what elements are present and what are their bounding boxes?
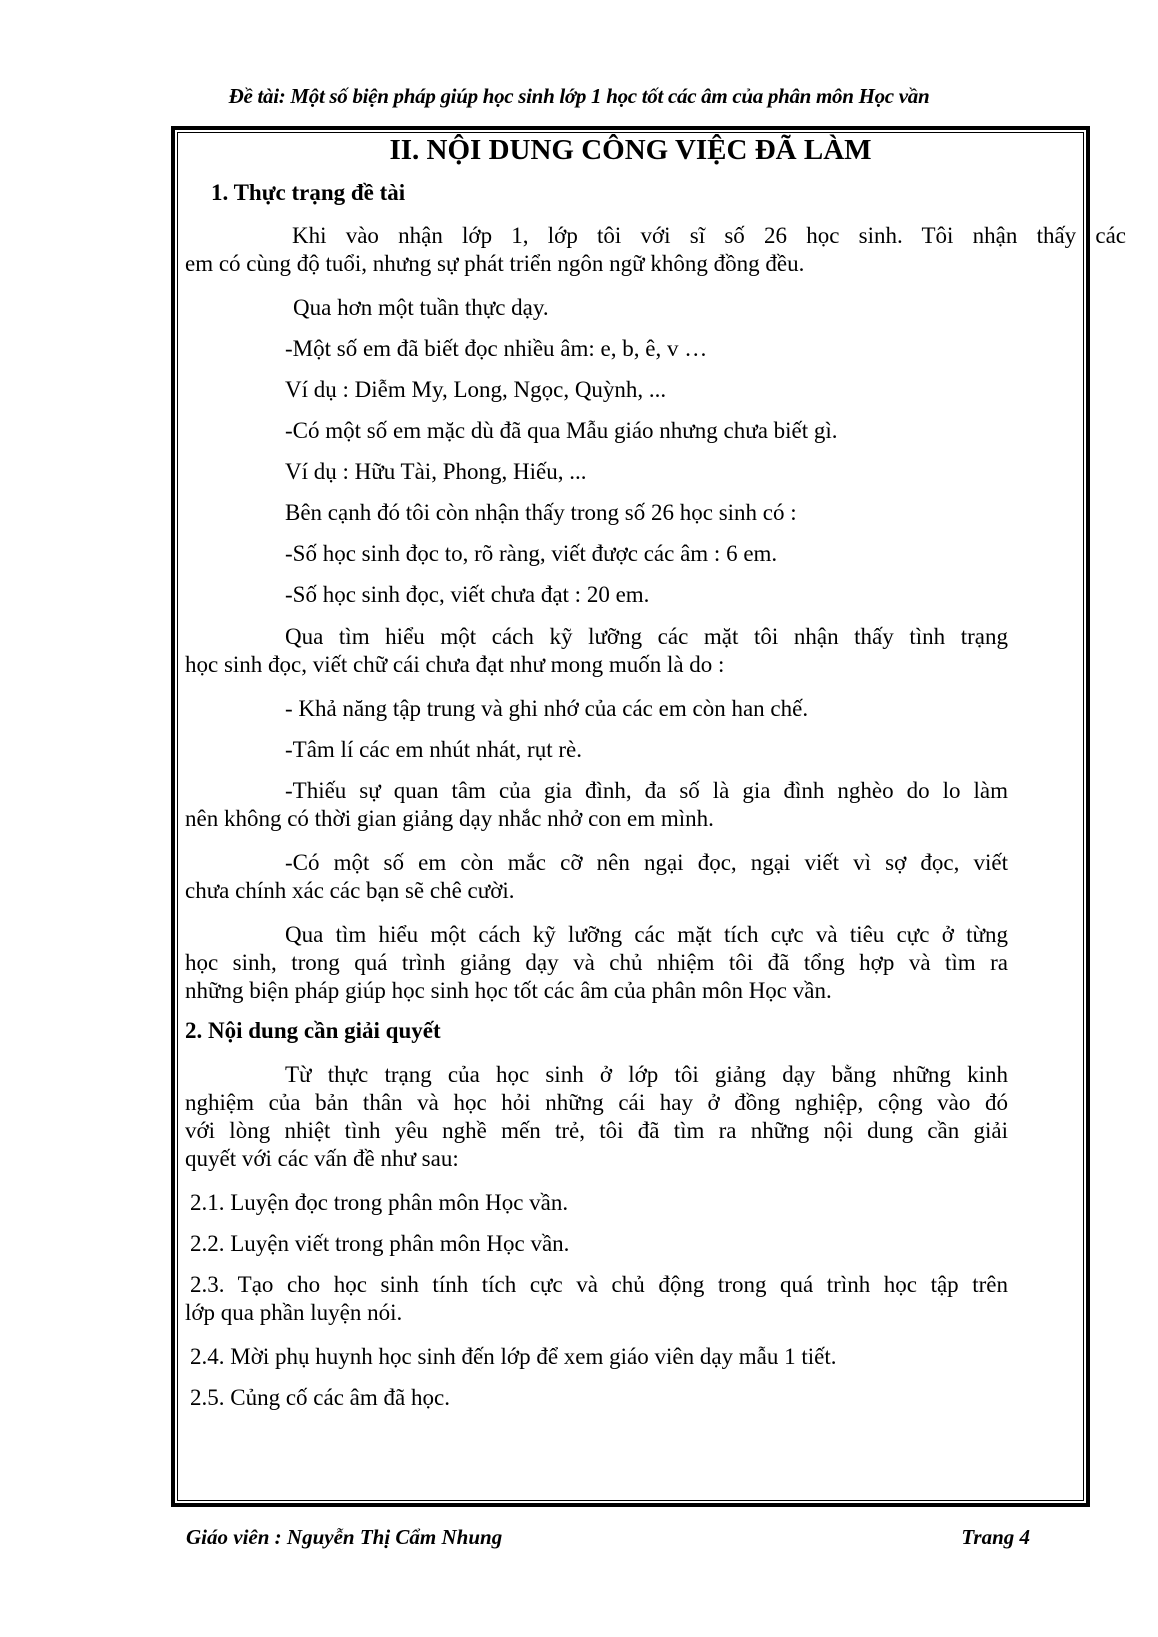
paragraph-line: với lòng nhiệt tình yêu nghề mến trẻ, tôi đã tìm ra những nội dung cần giải bbox=[185, 1118, 1008, 1143]
footer-teacher: Giáo viên : Nguyễn Thị Cẩm Nhung bbox=[186, 1525, 503, 1549]
paragraph-line: Ví dụ : Hữu Tài, Phong, Hiếu, ... bbox=[285, 459, 587, 484]
paragraph-line: em có cùng độ tuổi, nhưng sự phát triển ngôn ngữ không đồng đều. bbox=[185, 251, 805, 276]
paragraph-line: những biện pháp giúp học sinh học tốt các âm của phân môn Học vần. bbox=[185, 978, 832, 1003]
paragraph-line: nghiệm của bản thân và học hỏi những cái hay ở đồng nghiệp, cộng vào đó bbox=[185, 1090, 1008, 1115]
list-item-2-4: 2.4. Mời phụ huynh học sinh đến lớp để xem giáo viên dạy mẫu 1 tiết. bbox=[190, 1344, 837, 1369]
content-frame bbox=[171, 126, 1126, 1507]
paragraph-line: Từ thực trạng của học sinh ở lớp tôi giảng dạy bằng những kinh bbox=[285, 1062, 1008, 1087]
paragraph-line: chưa chính xác các bạn sẽ chê cười. bbox=[185, 878, 515, 903]
document-header: Đề tài: Một số biện pháp giúp học sinh lớp 1 học tốt các âm của phân môn Học vần bbox=[228, 84, 930, 108]
paragraph-line: - Khả năng tập trung và ghi nhớ của các em còn han chế. bbox=[285, 696, 809, 721]
paragraph-line: Qua tìm hiểu một cách kỹ lưỡng các mặt tôi nhận thấy tình trạng bbox=[285, 624, 1008, 649]
paragraph-line: Ví dụ : Diễm My, Long, Ngọc, Quỳnh, ... bbox=[285, 377, 667, 402]
paragraph-line: quyết với các vấn đề như sau: bbox=[185, 1146, 459, 1171]
footer-page-number: Trang 4 bbox=[961, 1525, 1030, 1549]
paragraph-line: Bên cạnh đó tôi còn nhận thấy trong số 26 học sinh có : bbox=[285, 500, 797, 525]
list-item-2-2: 2.2. Luyện viết trong phân môn Học vần. bbox=[190, 1231, 570, 1256]
subsection-heading-1: 1. Thực trạng đề tài bbox=[211, 180, 406, 205]
paragraph-line: -Một số em đã biết đọc nhiều âm: e, b, ê, v … bbox=[285, 336, 708, 361]
list-item-2-5: 2.5. Củng cố các âm đã học. bbox=[190, 1385, 450, 1410]
paragraph-line: học sinh, trong quá trình giảng dạy và chủ nhiệm tôi đã tổng hợp và tìm ra bbox=[185, 950, 1008, 975]
paragraph-line: -Có một số em còn mắc cỡ nên ngại đọc, ngại viết vì sợ đọc, viết bbox=[285, 850, 1008, 875]
paragraph-line: -Tâm lí các em nhút nhát, rụt rè. bbox=[285, 737, 582, 762]
paragraph-line: Qua hơn một tuần thực dạy. bbox=[293, 295, 549, 320]
paragraph-line: học sinh đọc, viết chữ cái chưa đạt như mong muốn là do : bbox=[185, 652, 725, 677]
paragraph-line: -Thiếu sự quan tâm của gia đình, đa số là gia đình nghèo do lo làm bbox=[285, 778, 1008, 803]
section-title: II. NỘI DUNG CÔNG VIỆC ĐÃ LÀM bbox=[389, 134, 872, 166]
paragraph-line: -Số học sinh đọc to, rõ ràng, viết được các âm : 6 em. bbox=[285, 541, 778, 566]
list-item-2-3: 2.3. Tạo cho học sinh tính tích cực và chủ động trong quá trình học tập trên bbox=[190, 1272, 1008, 1297]
paragraph-line: Khi vào nhận lớp 1, lớp tôi với sĩ số 26 học sinh. Tôi nhận thấy các bbox=[292, 223, 1126, 248]
paragraph-line: Qua tìm hiểu một cách kỹ lưỡng các mặt tích cực và tiêu cực ở từng bbox=[285, 922, 1008, 947]
list-item-2-1: 2.1. Luyện đọc trong phân môn Học vần. bbox=[190, 1190, 569, 1215]
subsection-heading-2: 2. Nội dung cần giải quyết bbox=[185, 1018, 441, 1043]
paragraph-line: -Có một số em mặc dù đã qua Mẫu giáo nhưng chưa biết gì. bbox=[285, 418, 838, 443]
paragraph-line: nên không có thời gian giảng dạy nhắc nhở con em mình. bbox=[185, 806, 714, 831]
list-item-2-3-continuation: lớp qua phần luyện nói. bbox=[185, 1300, 403, 1325]
paragraph-line: -Số học sinh đọc, viết chưa đạt : 20 em. bbox=[285, 582, 650, 607]
